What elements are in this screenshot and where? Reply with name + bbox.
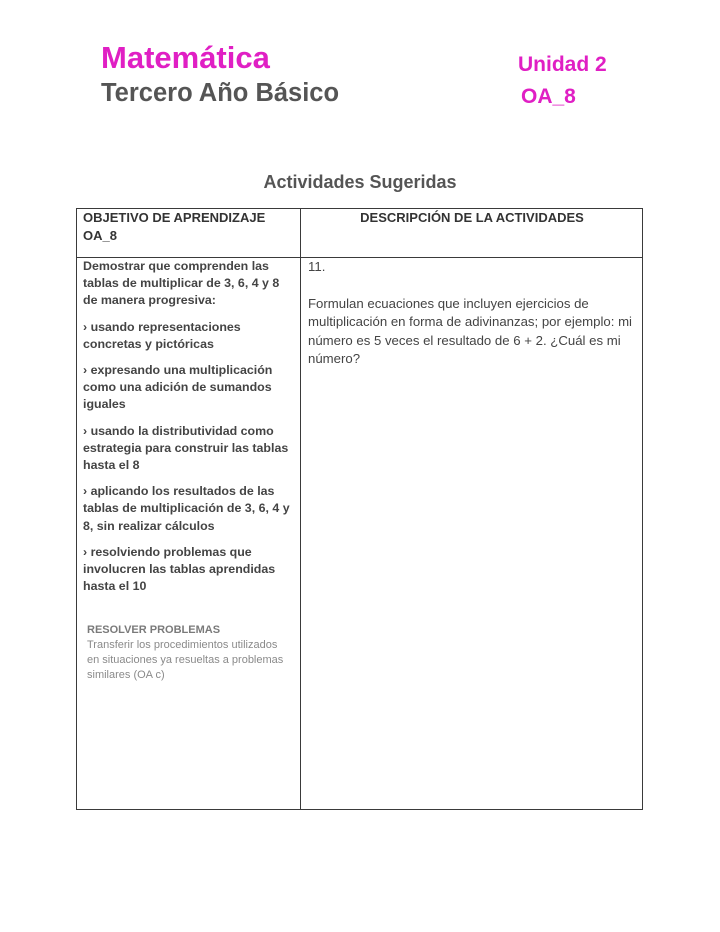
objective-item: › usando representaciones concretas y pictóricas: [83, 319, 241, 351]
objective-item: › aplicando los resultados de las tablas de multiplicación de 3, 6, 4 y 8, sin realizar cálculos: [83, 484, 290, 533]
grade-title: Tercero Año Básico: [101, 79, 340, 107]
objective-item: › expresando una multiplicación como una adición de sumandos iguales: [83, 363, 273, 412]
header-description: DESCRIPCIÓN DE LA ACTIVIDADES: [360, 210, 584, 225]
objective-intro: Demostrar que comprenden las tablas de multiplicar de 3, 6, 4 y 8 de manera progresiva:: [83, 259, 280, 308]
activity-description: Formulan ecuaciones que incluyen ejercicios de multiplicación en forma de adivinanzas; por ejemplo: mi número es 5 veces el resultado de 6 + 2. ¿Cuál es mi número?: [308, 295, 632, 367]
skill-text: Transferir los procedimientos utilizados en situaciones ya resueltas a problemas similares (OA c): [87, 639, 284, 681]
activity-number: 11.: [308, 259, 326, 274]
skill-block: [87, 623, 287, 683]
activity-cell: [308, 258, 640, 387]
subject-title: Matemática: [101, 40, 270, 75]
column-divider: [300, 208, 301, 810]
unit-label: Unidad 2: [518, 53, 607, 76]
objective-cell: [83, 258, 297, 604]
section-title: Actividades Sugeridas: [263, 172, 457, 192]
objective-code: OA_8: [521, 85, 576, 108]
objective-item: › resolviendo problemas que involucren las tablas aprendidas hasta el 10: [83, 544, 276, 594]
header-objective: OBJETIVO DE APRENDIZAJE OA_8: [83, 210, 266, 243]
objective-item: › usando la distributividad como estrategia para construir las tablas hasta el 8: [83, 423, 289, 473]
skill-title: RESOLVER PROBLEMAS: [87, 624, 221, 636]
